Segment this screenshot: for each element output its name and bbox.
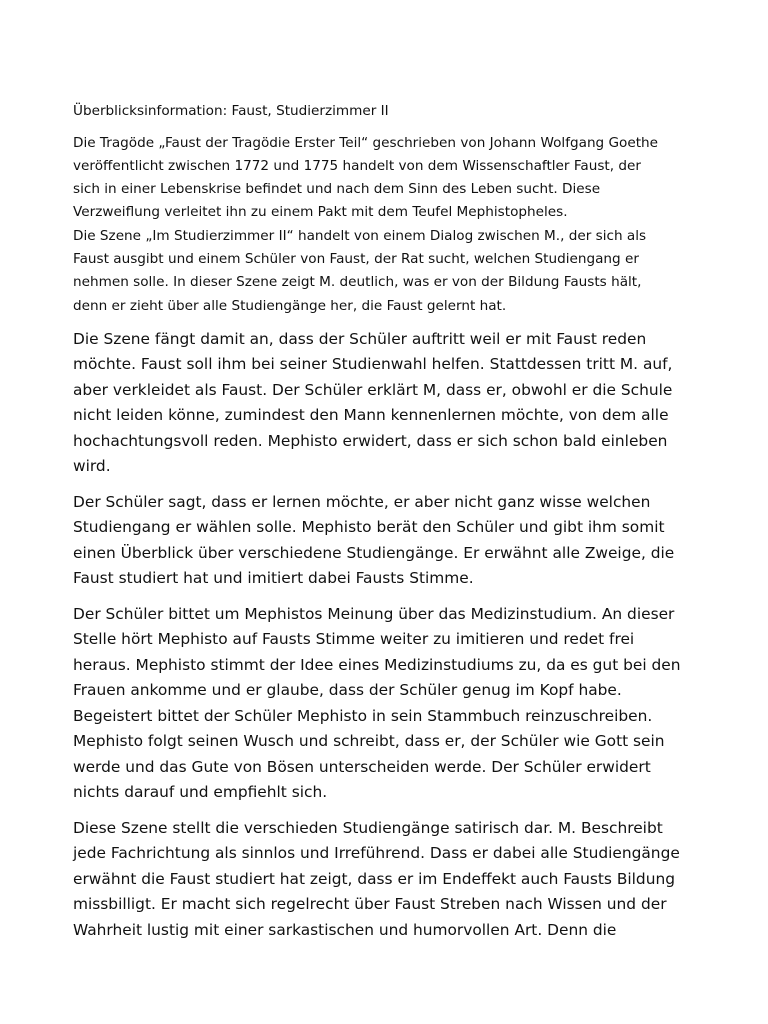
intro-line: Die Szene „Im Studierzimmer II“ handelt von einem Dialog zwischen M., der sich als: [73, 227, 647, 244]
paragraph-line: jede Fachrichtung als sinnlos und Irreführend. Dass er dabei alle Studiengänge: [73, 844, 680, 863]
intro-line: nehmen solle. In dieser Szene zeigt M. deutlich, was er von der Bildung Fausts hält,: [73, 274, 642, 291]
paragraph-line: wird.: [73, 457, 111, 476]
paragraph-line: Diese Szene stellt die verschieden Studiengänge satirisch dar. M. Beschreibt: [73, 818, 663, 837]
intro-line: sich in einer Lebenskrise befindet und nach dem Sinn des Leben sucht. Diese: [73, 181, 601, 198]
document-page: [73, 100, 713, 953]
intro-line: Die Tragöde „Faust der Tragödie Erster Teil“ geschrieben von Johann Wolfgang Goethe: [73, 134, 659, 151]
paragraph-line: Der Schüler bittet um Mephistos Meinung über das Medizinstudium. An dieser: [73, 604, 675, 623]
paragraph-line: Der Schüler sagt, dass er lernen möchte, er aber nicht ganz wisse welchen: [73, 492, 651, 511]
intro-line: Faust ausgibt und einem Schüler von Faust, der Rat sucht, welchen Studiengang er: [73, 250, 639, 267]
paragraph-line: werde und das Gute von Bösen unterscheiden werde. Der Schüler erwidert: [73, 757, 651, 776]
intro-line: veröffentlicht zwischen 1772 und 1775 handelt von dem Wissenschaftler Faust, der: [73, 157, 641, 174]
intro-paragraph: [73, 132, 713, 318]
paragraph-line: nicht leiden könne, zumindest den Mann kennenlernen möchte, von dem alle: [73, 406, 669, 425]
paragraph-line: hochachtungsvoll reden. Mephisto erwidert, dass er sich schon bald einleben: [73, 431, 668, 450]
paragraph-line: Wahrheit lustig mit einer sarkastischen und humorvollen Art. Denn die: [73, 920, 617, 939]
paragraph-line: aber verkleidet als Faust. Der Schüler erklärt M, dass er, obwohl er die Schule: [73, 380, 673, 399]
body-paragraph-1: [73, 327, 713, 480]
paragraph-line: Mephisto folgt seinen Wusch und schreibt, dass er, der Schüler wie Gott sein: [73, 732, 665, 751]
intro-line: Verzweiflung verleitet ihn zu einem Pakt mit dem Teufel Mephistopheles.: [73, 204, 568, 221]
paragraph-line: Die Szene fängt damit an, dass der Schüler auftritt weil er mit Faust reden: [73, 329, 647, 348]
paragraph-line: Studiengang er wählen solle. Mephisto berät den Schüler und gibt ihm somit: [73, 518, 665, 537]
paragraph-line: einen Überblick über verschiedene Studiengänge. Er erwähnt alle Zweige, die: [73, 543, 675, 562]
paragraph-line: heraus. Mephisto stimmt der Idee eines Medizinstudiums zu, da es gut bei den: [73, 655, 681, 674]
body-paragraph-2: [73, 490, 713, 592]
paragraph-line: Stelle hört Mephisto auf Fausts Stimme weiter zu imitieren und redet frei: [73, 630, 635, 649]
document-heading: Überblicksinformation: Faust, Studierzimmer II: [73, 103, 389, 119]
paragraph-line: möchte. Faust soll ihm bei seiner Studienwahl helfen. Stattdessen tritt M. auf,: [73, 355, 673, 374]
intro-line: denn er zieht über alle Studiengänge her, die Faust gelernt hat.: [73, 297, 507, 314]
body-paragraph-3: [73, 602, 713, 806]
paragraph-line: Begeistert bittet der Schüler Mephisto in sein Stammbuch reinzuschreiben.: [73, 706, 653, 725]
paragraph-line: erwähnt die Faust studiert hat zeigt, dass er im Endeffekt auch Fausts Bildung: [73, 869, 675, 888]
paragraph-line: Faust studiert hat und imitiert dabei Fausts Stimme.: [73, 569, 474, 588]
body-paragraph-4: [73, 816, 713, 944]
paragraph-line: nichts darauf und empfiehlt sich.: [73, 783, 328, 802]
paragraph-line: missbilligt. Er macht sich regelrecht über Faust Streben nach Wissen und der: [73, 895, 667, 914]
paragraph-line: Frauen ankomme und er glaube, dass der Schüler genug im Kopf habe.: [73, 681, 622, 700]
